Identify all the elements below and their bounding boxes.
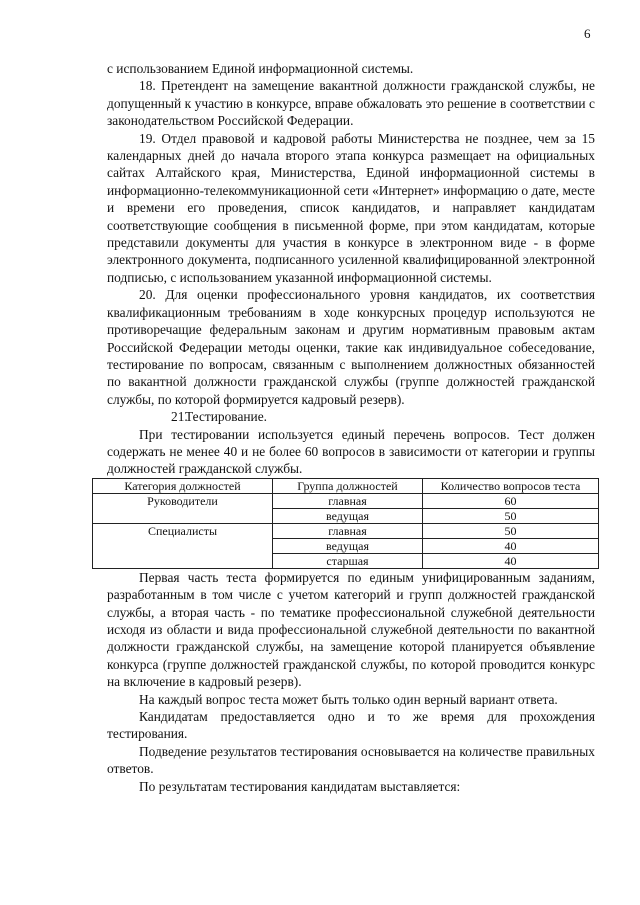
table-cell-category-empty xyxy=(93,553,273,568)
table-cell-category xyxy=(93,523,273,538)
document-body xyxy=(107,60,595,795)
paragraph-results-scoring: По результатам тестирования кандидатам выставляется: xyxy=(139,778,461,794)
paragraph-continuation: с использованием Единой информационной системы. xyxy=(107,61,414,76)
table-cell-count: 50 xyxy=(423,523,599,538)
table-cell-count: 50 xyxy=(423,508,599,523)
table-row xyxy=(93,538,599,553)
table-cell-category: Руководители xyxy=(93,493,273,508)
table-cell-group: старшая xyxy=(273,553,423,568)
table-cell-count: 60 xyxy=(423,493,599,508)
table-row xyxy=(93,508,599,523)
paragraph-19: 19. Отдел правовой и кадровой работы Министерства не позднее, чем за 15 календарных дней до начала второго этапа конкурса размещает на официальных сайтах Алтайского края, Министерства, Единой информационной системы в информационно-телекоммуникационной сети «Интернет» информацию о дате, месте и времени его проведения, список кандидатов, и направляет кандидатам соответствующие сообщения в письменной форме, при этом кандидатам, которые представили документы для участия в конкурсе в электронном виде - в форме электронного документа, подписанного усиленной квалифицированной электронной подписью, с использованием указанной информационной системы. xyxy=(107,130,595,285)
table-cell-count: 40 xyxy=(423,553,599,568)
paragraph-one-answer: На каждый вопрос теста может быть только один верный вариант ответа. xyxy=(139,691,558,707)
table-cell-category-empty xyxy=(93,508,273,523)
section-21-heading xyxy=(107,408,595,425)
table-cell-group: ведущая xyxy=(273,538,423,553)
table-header-count: Количество вопросов теста xyxy=(423,478,599,493)
paragraph-test-parts: Первая часть теста формируется по единым унифицированным заданиям, разработанным в том числе с учетом категорий и групп должностей гражданской службы, а вторая часть - по тематике профессиональной служебной деятельности исходя из области и вида профессиональной служебной деятельности по вакантной должности гражданской службы, на замещение которой планируется объявление конкурса (группе должностей гражданской службы, по которой проводится конкурс на включение в кадровый резерв). xyxy=(107,569,595,690)
page-number: 6 xyxy=(584,26,591,41)
paragraph-results-basis: Подведение результатов тестирования основывается на количестве правильных ответов. xyxy=(107,743,595,777)
table-cell-count: 40 xyxy=(423,538,599,553)
paragraph-same-time: Кандидатам предоставляется одно и то же время для прохождения тестирования. xyxy=(107,709,595,742)
table-cell-category-empty xyxy=(93,538,273,553)
table-cell-group: главная xyxy=(273,493,423,508)
paragraph-testing-intro: При тестировании используется единый перечень вопросов. Тест должен содержать не менее 40 и не более 60 вопросов в зависимости от категории и группы должностей гражданской службы. xyxy=(107,426,595,477)
table-cell-category-specialists: Специалисты xyxy=(147,523,218,538)
section-21-number: 21. xyxy=(171,409,188,425)
table-header-category: Категория должностей xyxy=(93,478,273,493)
test-questions-table xyxy=(92,478,599,569)
table-header-group: Группа должностей xyxy=(273,478,423,493)
table-row xyxy=(93,523,599,538)
paragraph-18: 18. Претендент на замещение вакантной должности гражданской службы, не допущенный к участию в конкурсе, вправе обжаловать это решение в соответствии с законодательством Российской Федерации. xyxy=(107,78,595,129)
table-row xyxy=(93,553,599,568)
paragraph-20: 20. Для оценки профессионального уровня кандидатов, их соответствия квалификационным требованиям в ходе конкурсных процедур используются не противоречащие федеральным законам и другим нормативным правовым актам Российской Федерации методы оценки, такие как индивидуальное собеседование, тестирование по вопросам, связанным с выполнением должностных обязанностей по вакантной должности гражданской службы (группе должностей гражданской службы, по которой формируется кадровый резерв). xyxy=(107,287,595,407)
table-row xyxy=(93,493,599,508)
table-cell-group: главная xyxy=(273,523,423,538)
table-header-row xyxy=(93,478,599,493)
section-21-title: Тестирование. xyxy=(185,409,268,425)
table-cell-group: ведущая xyxy=(273,508,423,523)
